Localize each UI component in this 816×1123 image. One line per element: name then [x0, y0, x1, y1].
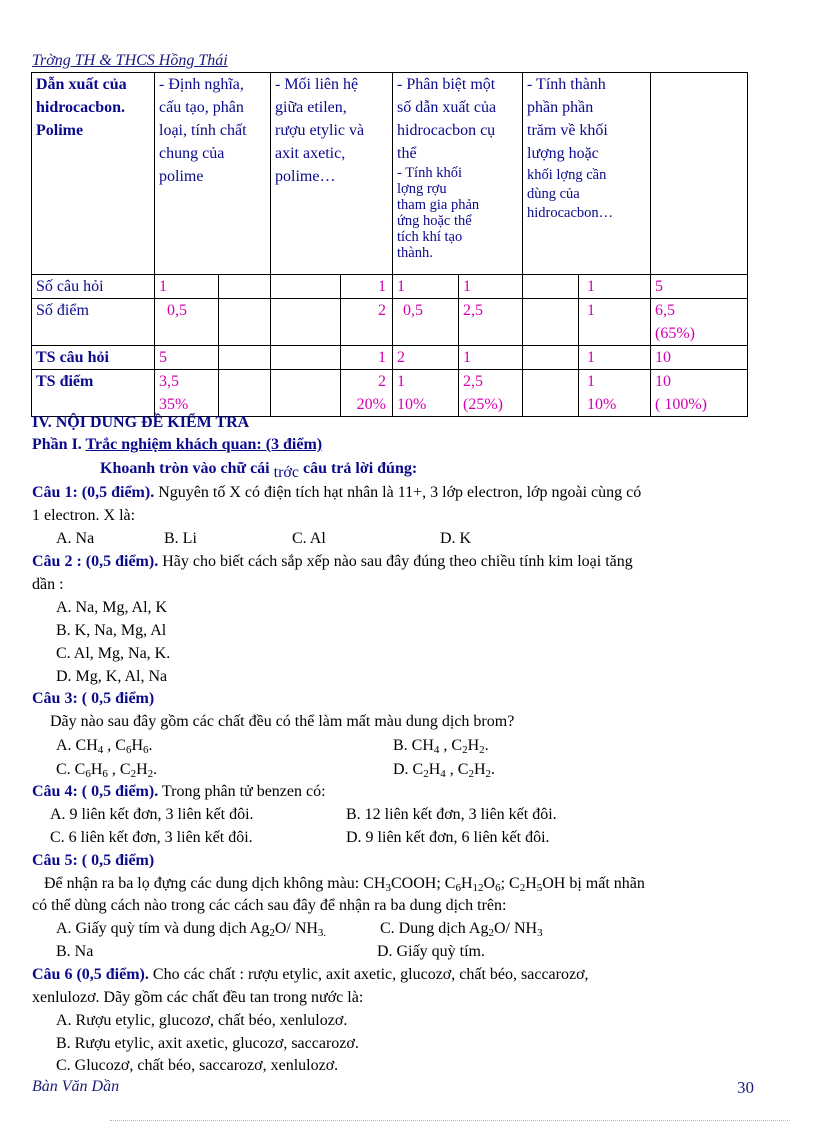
col4-content: - Tính thành phần phần trăm về khối lượng hoặc khối lợng cần dùng của hidrocacbon…	[523, 73, 651, 275]
exam-matrix-table	[31, 72, 748, 417]
q1-option-c[interactable]: C. Al	[292, 530, 326, 547]
q5-option-c[interactable]: C. Dung dịch $Ag_2O/$ $NH_3$	[380, 920, 543, 939]
page-header: Trờng TH & THCS Hồng Thái	[32, 52, 228, 69]
q1-option-a[interactable]: A. Na	[56, 530, 95, 547]
topic-cell: Dẫn xuất của hidrocacbon. Polime	[32, 73, 155, 275]
q5-option-d[interactable]: D. Giấy quỳ tím.	[377, 943, 485, 960]
question-4: Câu 4: ( 0,5 điểm). Trong phân tử benzen có:	[32, 783, 326, 800]
row-so-diem: Số điểm 0,5 2 0,5 2,5 1 6,5 (65%)	[32, 299, 748, 346]
row-ts-cau-hoi: TS câu hỏi 5 1 2 1 1 10	[32, 346, 748, 370]
question-6: Câu 6 (0,5 điểm). Cho các chất : rượu etylic, axit axetic, glucozơ, chất béo, saccarozơ,	[32, 966, 589, 983]
q6-option-c[interactable]: C. Glucozơ, chất béo, saccarozơ, xenlulozơ.	[56, 1057, 339, 1074]
q3-option-b[interactable]: B. $CH_4$ , $C_2H_2$.	[393, 737, 489, 756]
question-1: Câu 1: (0,5 điểm). Nguyên tố X có điện tích hạt nhân là 11+, 3 lớp electron, lớp ngoài cùng có	[32, 484, 642, 501]
col2-content: - Mối liên hệ giữa etilen, rượu etylic và axit axetic, polime…	[271, 73, 393, 275]
q4-option-d[interactable]: D. 9 liên kết đơn, 6 liên kết đôi.	[346, 829, 550, 846]
question-5: Câu 5: ( 0,5 điểm)	[32, 852, 155, 869]
q2-option-c[interactable]: C. Al, Mg, Na, K.	[56, 645, 171, 662]
q1-option-b[interactable]: B. Li	[164, 530, 197, 547]
q2-option-a[interactable]: A. Na, Mg, Al, K	[56, 599, 168, 616]
q6-option-a[interactable]: A. Rượu etylic, glucozơ, chất béo, xenlulozơ.	[56, 1012, 348, 1029]
footer-divider	[110, 1120, 790, 1121]
question-3: Câu 3: ( 0,5 điểm)	[32, 690, 155, 707]
q5-option-a[interactable]: A. Giấy quỳ tím và dung dịch $Ag_2O/$ $NH_{3.}$	[56, 920, 327, 939]
q6-option-b[interactable]: B. Rượu etylic, axit axetic, glucozơ, saccarozơ.	[56, 1035, 359, 1052]
footer-author: Bàn Văn Dần	[32, 1078, 120, 1095]
page-number: 30	[737, 1078, 754, 1097]
question-2-cont: dần :	[32, 576, 64, 593]
part-title: Phần I. Trắc nghiệm khách quan: (3 điểm)	[32, 436, 323, 453]
q3-option-d[interactable]: D. $C_2H_4$ , $C_2H_2$.	[393, 761, 496, 780]
question-5-cont: có thể dùng cách nào trong các cách sau đây để nhận ra ba dung dịch trên:	[32, 897, 507, 914]
row-ts-diem: TS điểm 3,5 35% 2 20% 1 10% 2,5 (25%) 1 10% 10 ( 100%)	[32, 370, 748, 417]
total-header-cell	[651, 73, 748, 275]
q5-option-b[interactable]: B. Na	[56, 943, 94, 960]
q4-option-b[interactable]: B. 12 liên kết đơn, 3 liên kết đôi.	[346, 806, 557, 823]
q1-option-d[interactable]: D. K	[440, 530, 472, 547]
q2-option-b[interactable]: B. K, Na, Mg, Al	[56, 622, 167, 639]
instruction: Khoanh tròn vào chữ cái trớc câu trả lời đúng:	[100, 460, 418, 481]
section-heading: IV. NỘI DUNG ĐỀ KIỂM TRA	[32, 414, 250, 431]
question-6-cont: xenlulozơ. Dãy gồm các chất đều tan trong nước là:	[32, 989, 364, 1006]
col1-content: - Định nghĩa, cấu tạo, phân loại, tính chất chung của polime	[155, 73, 271, 275]
col3-content: - Phân biệt một số dẫn xuất của hidrocacbon cụ thể - Tính khối lợng rợu tham gia phản ứng hoặc thể tích khí tạo thành.	[393, 73, 523, 275]
question-1-cont: 1 electron. X là:	[32, 507, 136, 524]
question-3-text: Dãy nào sau đây gồm các chất đều có thể làm mất màu dung dịch brom?	[50, 713, 515, 730]
q2-option-d[interactable]: D. Mg, K, Al, Na	[56, 668, 168, 685]
q4-option-c[interactable]: C. 6 liên kết đơn, 3 liên kết đôi.	[50, 829, 253, 846]
question-2: Câu 2 : (0,5 điểm). Hãy cho biết cách sắp xếp nào sau đây đúng theo chiều tính kim loại tăng	[32, 553, 633, 570]
q4-option-a[interactable]: A. 9 liên kết đơn, 3 liên kết đôi.	[50, 806, 254, 823]
question-5-text: Để nhận ra ba lọ đựng các dung dịch không màu: $CH_3COOH$; $C_6H_{12}O_6$; $C_2H_5OH$ bị mất nhãn	[44, 875, 645, 894]
row-so-cau-hoi: Số câu hỏi 1 1 1 1 1 5	[32, 275, 748, 299]
q3-option-a[interactable]: A. $CH_4$ , $C_6H_6$.	[56, 737, 153, 756]
q3-option-c[interactable]: C. $C_6H_6$ , $C_2H_2$.	[56, 761, 158, 780]
